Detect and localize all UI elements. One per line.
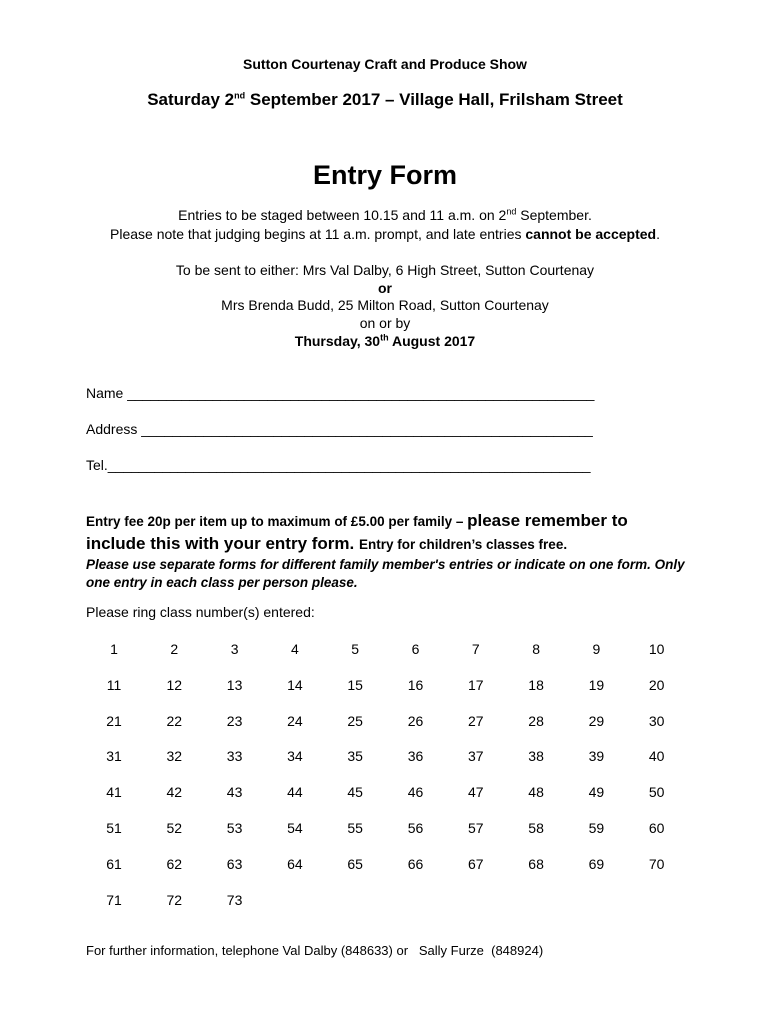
class-number[interactable]: 23 bbox=[226, 712, 243, 729]
send-to-or: or bbox=[378, 280, 392, 296]
class-number[interactable]: 10 bbox=[648, 641, 665, 657]
class-number[interactable]: 11 bbox=[106, 676, 122, 693]
contact-footer: For further information, telephone Val Dalby (848633) or Sally Furze (848924) bbox=[86, 943, 544, 958]
class-number[interactable]: 21 bbox=[106, 712, 122, 729]
name-field[interactable]: Name ____________________________________________________________ bbox=[86, 385, 595, 401]
class-number[interactable]: 57 bbox=[468, 820, 484, 836]
fee-line-1 bbox=[86, 510, 706, 533]
class-number[interactable]: 6 bbox=[411, 641, 420, 657]
class-number[interactable]: 20 bbox=[648, 676, 665, 693]
class-number[interactable]: 43 bbox=[226, 784, 243, 801]
class-number[interactable]: 55 bbox=[347, 820, 363, 836]
class-number[interactable]: 4 bbox=[290, 641, 299, 657]
class-number[interactable]: 48 bbox=[528, 784, 544, 801]
class-number[interactable]: 14 bbox=[287, 676, 303, 693]
fee-reminder-cont: include this with your entry form. bbox=[86, 534, 359, 553]
class-number[interactable]: 28 bbox=[528, 712, 544, 729]
class-number[interactable]: 41 bbox=[106, 784, 122, 801]
date-pre: Saturday 2 bbox=[147, 90, 235, 109]
event-date-line bbox=[0, 90, 770, 110]
deadline-post: August 2017 bbox=[388, 333, 476, 349]
date-suffix: nd bbox=[234, 90, 246, 101]
on-or-by: on or by bbox=[359, 315, 411, 331]
class-number[interactable]: 30 bbox=[648, 712, 665, 729]
class-number[interactable]: 36 bbox=[407, 748, 424, 765]
separate-forms-note: Please use separate forms for different family member's entries or indicate on one form. Only one entry in each class per person please. bbox=[86, 557, 685, 590]
class-number[interactable]: 38 bbox=[528, 748, 544, 765]
class-number[interactable]: 1 bbox=[110, 641, 118, 657]
tel-field[interactable]: Tel.______________________________________________________________ bbox=[86, 457, 591, 473]
deadline-pre: Thursday, 30 bbox=[294, 333, 381, 349]
class-number[interactable]: 40 bbox=[648, 748, 665, 765]
class-number[interactable]: 18 bbox=[528, 676, 544, 693]
class-number[interactable]: 29 bbox=[588, 712, 605, 729]
class-number[interactable]: 60 bbox=[648, 820, 665, 836]
deadline-suffix: th bbox=[380, 332, 389, 343]
judging-post: . bbox=[656, 226, 660, 242]
class-number[interactable]: 61 bbox=[106, 855, 122, 872]
entry-fee-section bbox=[86, 510, 706, 592]
class-number[interactable]: 25 bbox=[347, 712, 363, 729]
class-number[interactable]: 5 bbox=[351, 641, 360, 657]
class-number[interactable]: 17 bbox=[468, 676, 484, 693]
class-number[interactable]: 34 bbox=[287, 748, 303, 765]
class-number[interactable]: 32 bbox=[166, 748, 183, 765]
class-number[interactable]: 52 bbox=[166, 820, 183, 836]
class-number[interactable]: 42 bbox=[166, 784, 183, 801]
class-number[interactable]: 35 bbox=[347, 748, 363, 765]
judging-note bbox=[0, 225, 770, 243]
class-number[interactable]: 13 bbox=[226, 676, 243, 693]
class-number[interactable]: 64 bbox=[287, 855, 303, 872]
fee-line-2 bbox=[86, 533, 706, 556]
class-number[interactable]: 19 bbox=[588, 676, 605, 693]
staging-pre: Entries to be staged between 10.15 and 11 a.m. on 2 bbox=[178, 207, 507, 223]
ring-instruction: Please ring class number(s) entered: bbox=[86, 604, 315, 620]
class-number[interactable]: 37 bbox=[468, 748, 484, 765]
fee-text: Entry fee 20p per item up to maximum of £5.00 per family – bbox=[86, 514, 468, 529]
class-number[interactable]: 8 bbox=[532, 641, 540, 657]
class-number[interactable]: 69 bbox=[588, 855, 605, 872]
fee-reminder: please remember to bbox=[467, 511, 628, 530]
class-number[interactable]: 53 bbox=[226, 820, 243, 836]
class-number[interactable]: 63 bbox=[226, 855, 243, 872]
class-number[interactable]: 59 bbox=[588, 820, 605, 836]
class-number[interactable]: 50 bbox=[648, 784, 665, 801]
class-number[interactable]: 24 bbox=[287, 712, 303, 729]
class-number[interactable]: 58 bbox=[528, 820, 544, 836]
staging-note bbox=[0, 206, 770, 224]
class-number[interactable]: 12 bbox=[166, 676, 183, 693]
class-number[interactable]: 51 bbox=[106, 820, 122, 836]
class-number[interactable]: 22 bbox=[166, 712, 183, 729]
class-number[interactable]: 7 bbox=[471, 641, 480, 657]
class-number[interactable]: 46 bbox=[407, 784, 424, 801]
class-number[interactable]: 67 bbox=[468, 855, 484, 872]
class-number[interactable]: 31 bbox=[106, 748, 122, 765]
staging-post: September. bbox=[516, 207, 592, 223]
class-number[interactable]: 2 bbox=[170, 641, 179, 657]
class-number[interactable]: 47 bbox=[468, 784, 484, 801]
class-number[interactable]: 16 bbox=[407, 676, 424, 693]
children-free-note: Entry for children’s classes free. bbox=[358, 537, 568, 552]
class-number[interactable]: 45 bbox=[347, 784, 363, 801]
class-number[interactable]: 9 bbox=[592, 641, 601, 657]
staging-suffix: nd bbox=[506, 206, 517, 217]
class-number[interactable]: 62 bbox=[166, 855, 183, 872]
class-number[interactable]: 49 bbox=[588, 784, 605, 801]
class-number[interactable]: 73 bbox=[226, 891, 243, 908]
class-number[interactable]: 54 bbox=[287, 820, 303, 836]
class-number[interactable]: 26 bbox=[407, 712, 424, 729]
class-number[interactable]: 15 bbox=[347, 676, 363, 693]
class-number[interactable]: 3 bbox=[230, 641, 239, 657]
class-number[interactable]: 71 bbox=[106, 891, 122, 908]
show-name: Sutton Courtenay Craft and Produce Show bbox=[243, 56, 527, 72]
page-title: Entry Form bbox=[312, 160, 458, 190]
address-field[interactable]: Address __________________________________________________________ bbox=[86, 421, 593, 437]
class-number[interactable]: 72 bbox=[166, 891, 183, 908]
send-to-address-1: To be sent to either: Mrs Val Dalby, 6 High Street, Sutton Courtenay bbox=[175, 262, 595, 278]
class-number[interactable]: 66 bbox=[407, 855, 424, 872]
class-number[interactable]: 68 bbox=[528, 855, 544, 872]
class-number[interactable]: 39 bbox=[588, 748, 605, 765]
class-number[interactable]: 33 bbox=[226, 748, 243, 765]
judging-bold: cannot be accepted bbox=[525, 226, 657, 242]
deadline bbox=[0, 332, 770, 350]
class-number[interactable]: 44 bbox=[287, 784, 303, 801]
date-post: September 2017 – Village Hall, Frilsham Street bbox=[245, 90, 623, 109]
class-number[interactable]: 70 bbox=[648, 855, 665, 872]
class-number[interactable]: 65 bbox=[347, 855, 363, 872]
class-number[interactable]: 56 bbox=[407, 820, 424, 836]
judging-pre: Please note that judging begins at 11 a.m. prompt, and late entries bbox=[110, 226, 526, 242]
class-number[interactable]: 27 bbox=[468, 712, 484, 729]
send-to-address-2: Mrs Brenda Budd, 25 Milton Road, Sutton Courtenay bbox=[221, 297, 549, 313]
